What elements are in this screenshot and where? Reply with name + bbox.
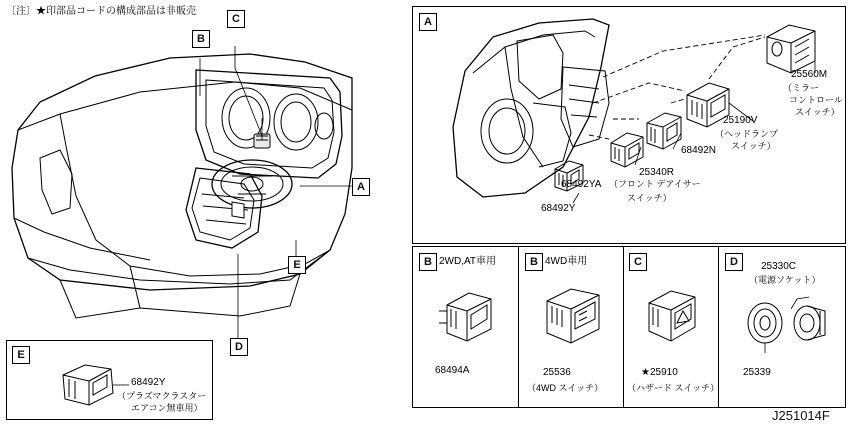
panel-c-art [639,287,713,353]
label-25560m-n2: コントロール [789,95,843,105]
label-68492ya-n1: （フロント デアイサー [609,179,701,189]
panel-a-art [413,7,845,243]
label-68492n-code: 68492N [681,145,717,156]
panel-b2-art [537,285,617,353]
panel-b2-label: B [525,253,543,271]
callout-b: B [192,30,210,48]
panel-a-label: A [419,13,437,31]
panel-e-label: E [12,346,30,364]
label-68492ya-code: 68492YA [561,179,602,190]
dashboard-illustration [0,18,400,348]
panel-c-name: （ハザード スイッチ） [627,383,720,393]
panel-b1-title: 2WD,AT車用 [439,256,497,267]
label-25190v-n2: スイッチ） [731,141,776,151]
panel-b1-code: 68494A [435,365,470,376]
panel-d-code-bottom: 25339 [743,367,771,378]
divider-1 [518,247,519,407]
panel-e-code: 68492Y [131,377,166,388]
panel-e-name-1: （プラズマクラスター [117,391,207,401]
callout-a: A [352,178,370,196]
label-68492y-code: 68492Y [541,203,576,214]
panel-e-name-2: エアコン無車用） [131,403,203,413]
divider-2 [623,247,624,407]
panel-c-label: C [629,253,647,271]
panel-e [6,340,213,420]
drawing-number: J251014F [772,408,830,423]
label-25190v-code: 25190V [723,115,758,126]
panel-d-code-top: 25330C [761,261,797,272]
callout-d: D [230,338,248,356]
panel-b1-art [435,289,507,351]
panel-d-art [731,289,843,363]
panel-a [412,6,846,244]
callout-e: E [288,256,306,274]
panel-b2-title: 4WD車用 [545,256,588,267]
note-text: 〔注〕★印部品コードの構成部品は非販売 [6,6,196,17]
panel-d-name-top: （電源ソケット） [749,275,821,285]
panel-e-switch-art [55,359,125,411]
panel-b2-code: 25536 [543,367,571,378]
panel-c-code: ★25910 [641,367,678,378]
label-25340r-code: 25340R [639,167,675,178]
panel-d-label: D [725,253,743,271]
label-25560m-code: 25560M [791,69,828,80]
label-68492ya-n2: スイッチ） [627,193,672,203]
label-25190v-n1: （ヘッドランプ [715,129,779,139]
callout-c: C [227,10,245,28]
label-25560m-n1: （ミラー [783,83,820,93]
panel-b1-label: B [419,253,437,271]
panel-bottom-group [412,246,846,408]
label-25560m-n3: スイッチ） [795,107,840,117]
panel-b2-name: （4WD スイッチ） [527,383,604,393]
